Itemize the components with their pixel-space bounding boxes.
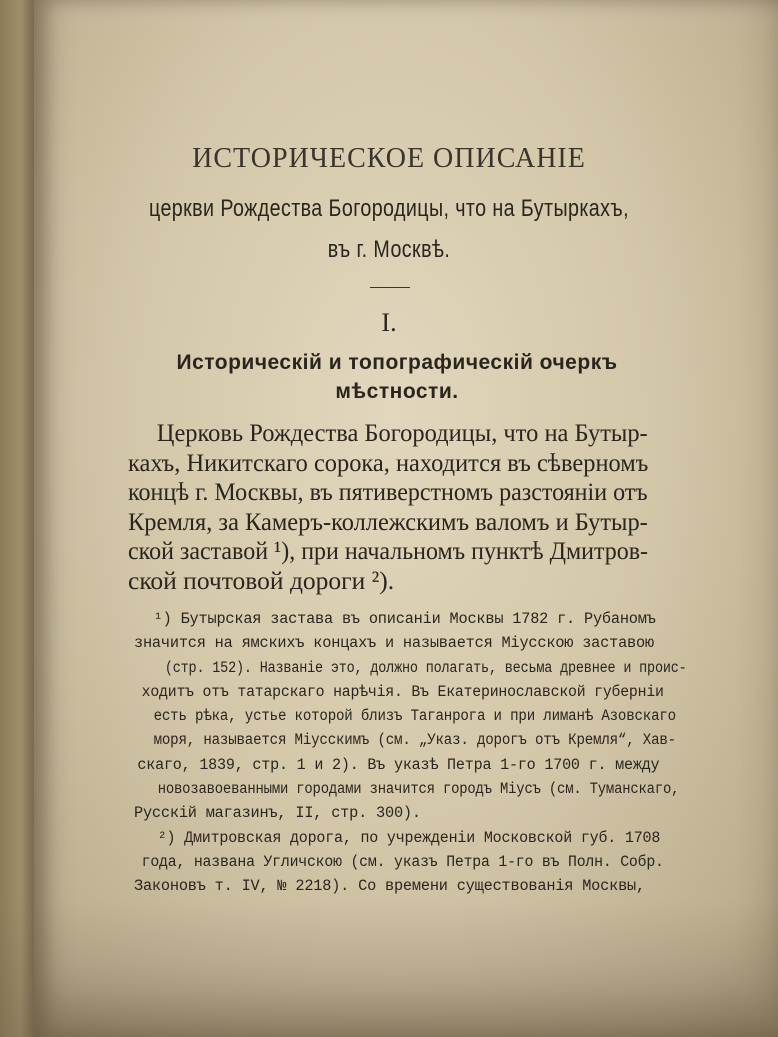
body-line: ской почтовой дороги ²).: [128, 565, 395, 595]
document-subtitle-line-1: церкви Рождества Богородицы, что на Бутыркахъ,: [148, 195, 630, 222]
title-divider: [370, 287, 410, 288]
document-subtitle-line-2: въ г. Москвѣ.: [327, 236, 451, 263]
section-number: I.: [381, 308, 397, 337]
footnote-line: ²) Дмитровская дорога, по учрежденіи Московской губ. 1708: [157, 828, 661, 847]
footnote-line: ходитъ отъ татарскаго нарѣчія. Въ Екатеринославской губерніи: [141, 682, 664, 701]
footnote-line: новозавоеванными городами значится городъ Міусъ (см. Туманскаго,: [157, 780, 680, 799]
body-line: ской заставой ¹), при начальномъ пунктѣ Дмитров-: [128, 536, 649, 565]
footnote-line: скаго, 1839, стр. 1 и 2). Въ указѣ Петра 1-го 1700 г. между: [137, 755, 660, 774]
body-line: Церковь Рождества Богородицы, что на Бутыр-: [156, 418, 648, 447]
body-line: Кремля, за Камеръ-коллежскимъ валомъ и Бутыр-: [128, 506, 648, 536]
footnote-line: значится на ямскихъ концахъ и называется Міусскою заставою: [134, 634, 654, 653]
document-title: ИСТОРИЧЕСКОЕ ОПИСАНІЕ: [192, 143, 586, 174]
footnote-line: года, названа Угличскою (см. указъ Петра 1-го въ Полн. Собр.: [141, 852, 664, 871]
footnote-line: Законовъ т. IV, № 2218). Со времени существованія Москвы,: [134, 877, 645, 896]
body-line: кахъ, Никитскаго сорока, находится въ сѣверномъ: [128, 447, 649, 477]
footnotes: [130, 607, 687, 899]
body-line: концѣ г. Москвы, въ пятиверстномъ разстояніи отъ: [128, 477, 648, 506]
body-paragraph: [128, 418, 648, 595]
footnote-line: ¹) Бутырская застава въ описаніи Москвы 1782 г. Рубаномъ: [153, 610, 656, 628]
footnote-line: Русскій магазинъ, II, стр. 300).: [134, 804, 421, 823]
section-title-line-2: мѣстности.: [335, 380, 459, 403]
section-title-line-1: Историческій и топографическій очеркъ: [176, 351, 618, 374]
footnote-line: моря, называется Міусскимъ (см. „Указ. дорогъ отъ Кремля“, Хав-: [153, 731, 676, 750]
footnote-line: есть рѣка, устье которой близъ Таганрога и при лиманѣ Азовскаго: [153, 707, 676, 726]
footnote-line: (стр. 152). Названіе это, должно полагать, весьма древнее и проис-: [164, 658, 687, 677]
